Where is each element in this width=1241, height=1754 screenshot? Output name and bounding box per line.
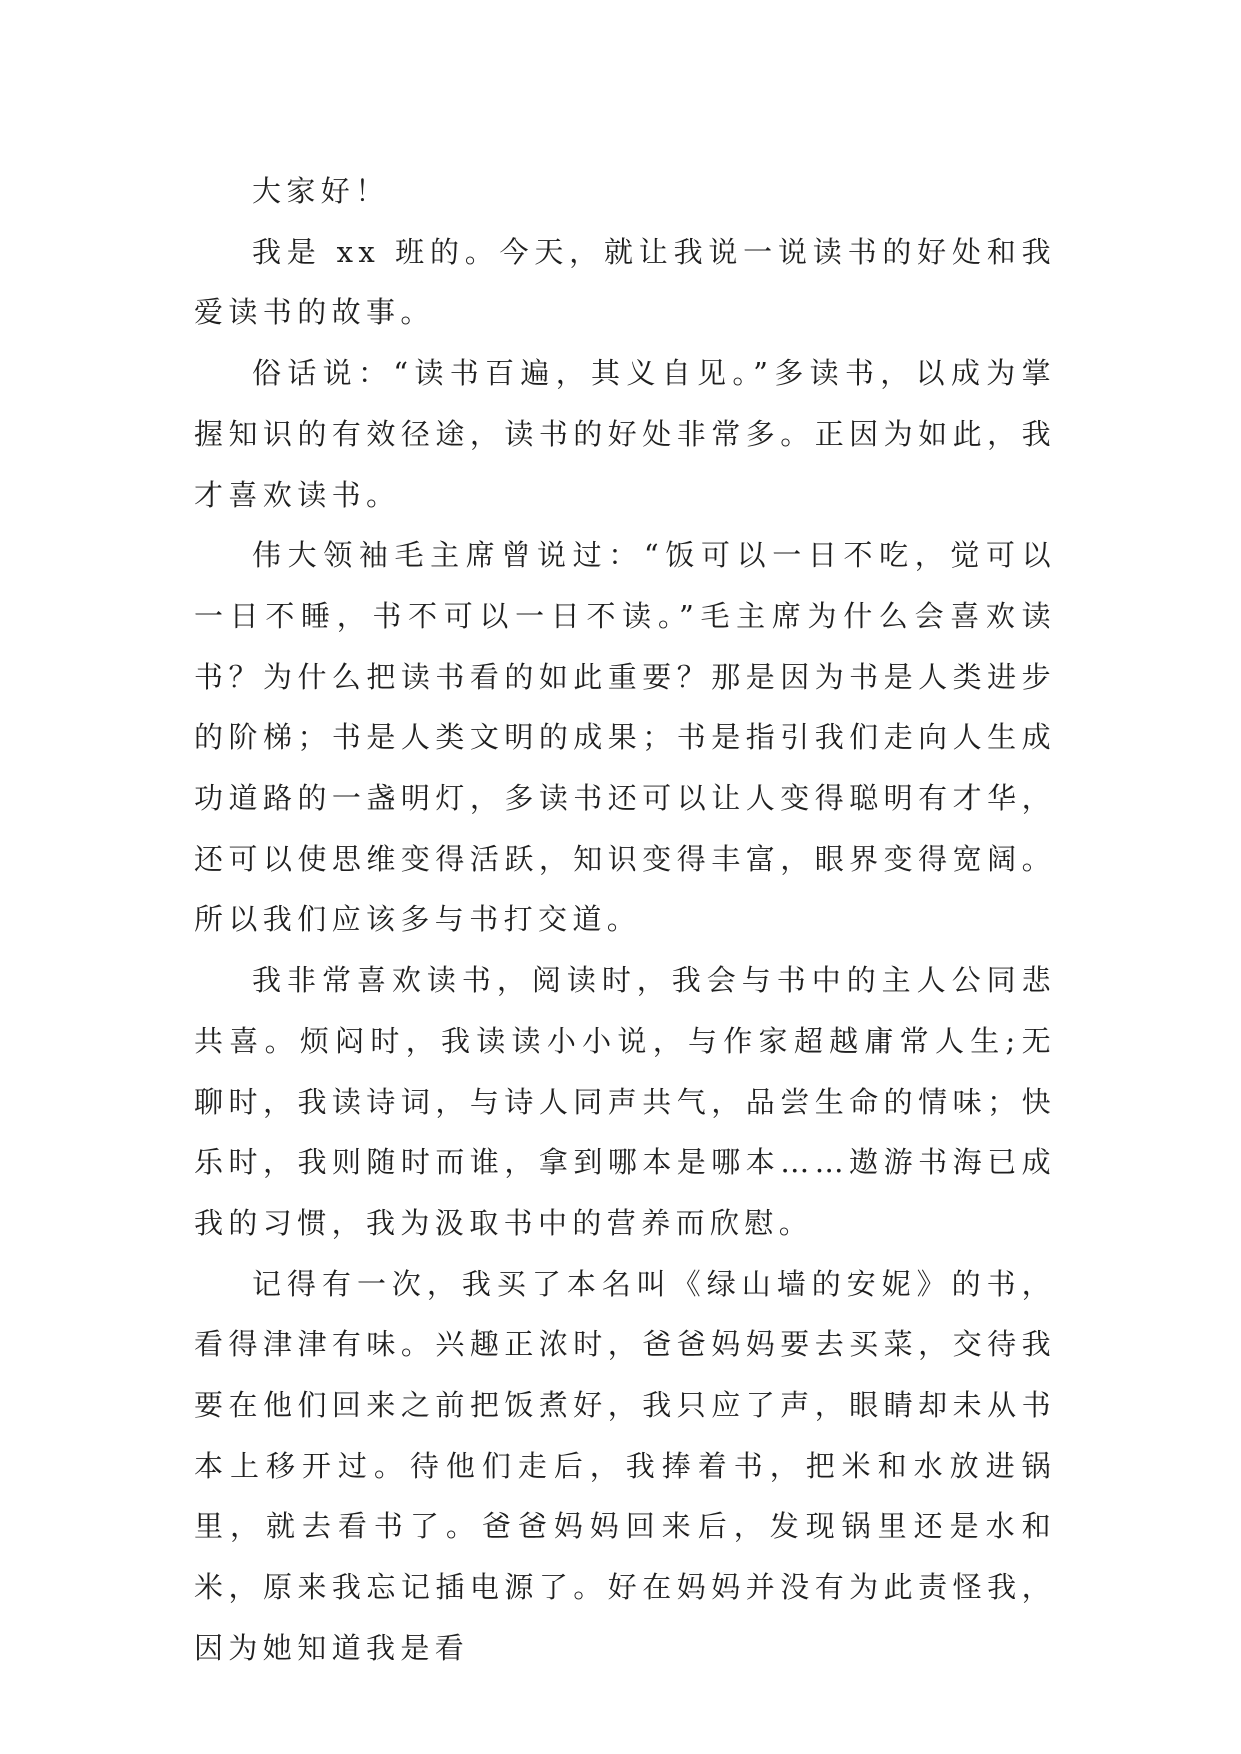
document-body: [194, 161, 1056, 1679]
paragraph-greeting: 大家好！: [252, 174, 390, 208]
paragraph-anecdote: 记得有一次，我买了本名叫《绿山墙的安妮》的书，看得津津有味。兴趣正浓时，爸爸妈妈要去买菜，交待我要在他们回来之前把饭煮好，我只应了声，眼睛却未从书本上移开过。待他们走后，我捧着书，把米和水放进锅里，就去看书了。爸爸妈妈回来后，发现锅里还是水和米，原来我忘记插电源了。好在妈妈并没有为此责怪我，因为她知道我是看: [194, 1266, 1056, 1665]
paragraph-intro: 我是 xx 班的。今天，就让我说一说读书的好处和我爱读书的故事。: [194, 234, 1056, 330]
paragraph-chairman-mao-quote: 伟大领袖毛主席曾说过：“饭可以一日不吃，觉可以一日不睡，书不可以一日不读。”毛主席为什么会喜欢读书？为什么把读书看的如此重要？那是因为书是人类进步的阶梯；书是人类文明的成果；书是指引我们走向人生成功道路的一盏明灯，多读书还可以让人变得聪明有才华，还可以使思维变得活跃，知识变得丰富，眼界变得宽阔。所以我们应该多与书打交道。: [194, 538, 1056, 937]
paragraph-proverb: 俗话说：“读书百遍，其义自见。”多读书，以成为掌握知识的有效径途，读书的好处非常多。正因为如此，我才喜欢读书。: [194, 356, 1056, 512]
paragraph-love-reading: 我非常喜欢读书，阅读时，我会与书中的主人公同悲共喜。烦闷时，我读读小小说，与作家超越庸常人生;无聊时，我读诗词，与诗人同声共气，品尝生命的情味；快乐时，我则随时而谁，拿到哪本是哪本……遨游书海已成我的习惯，我为汲取书中的营养而欣慰。: [194, 963, 1056, 1240]
